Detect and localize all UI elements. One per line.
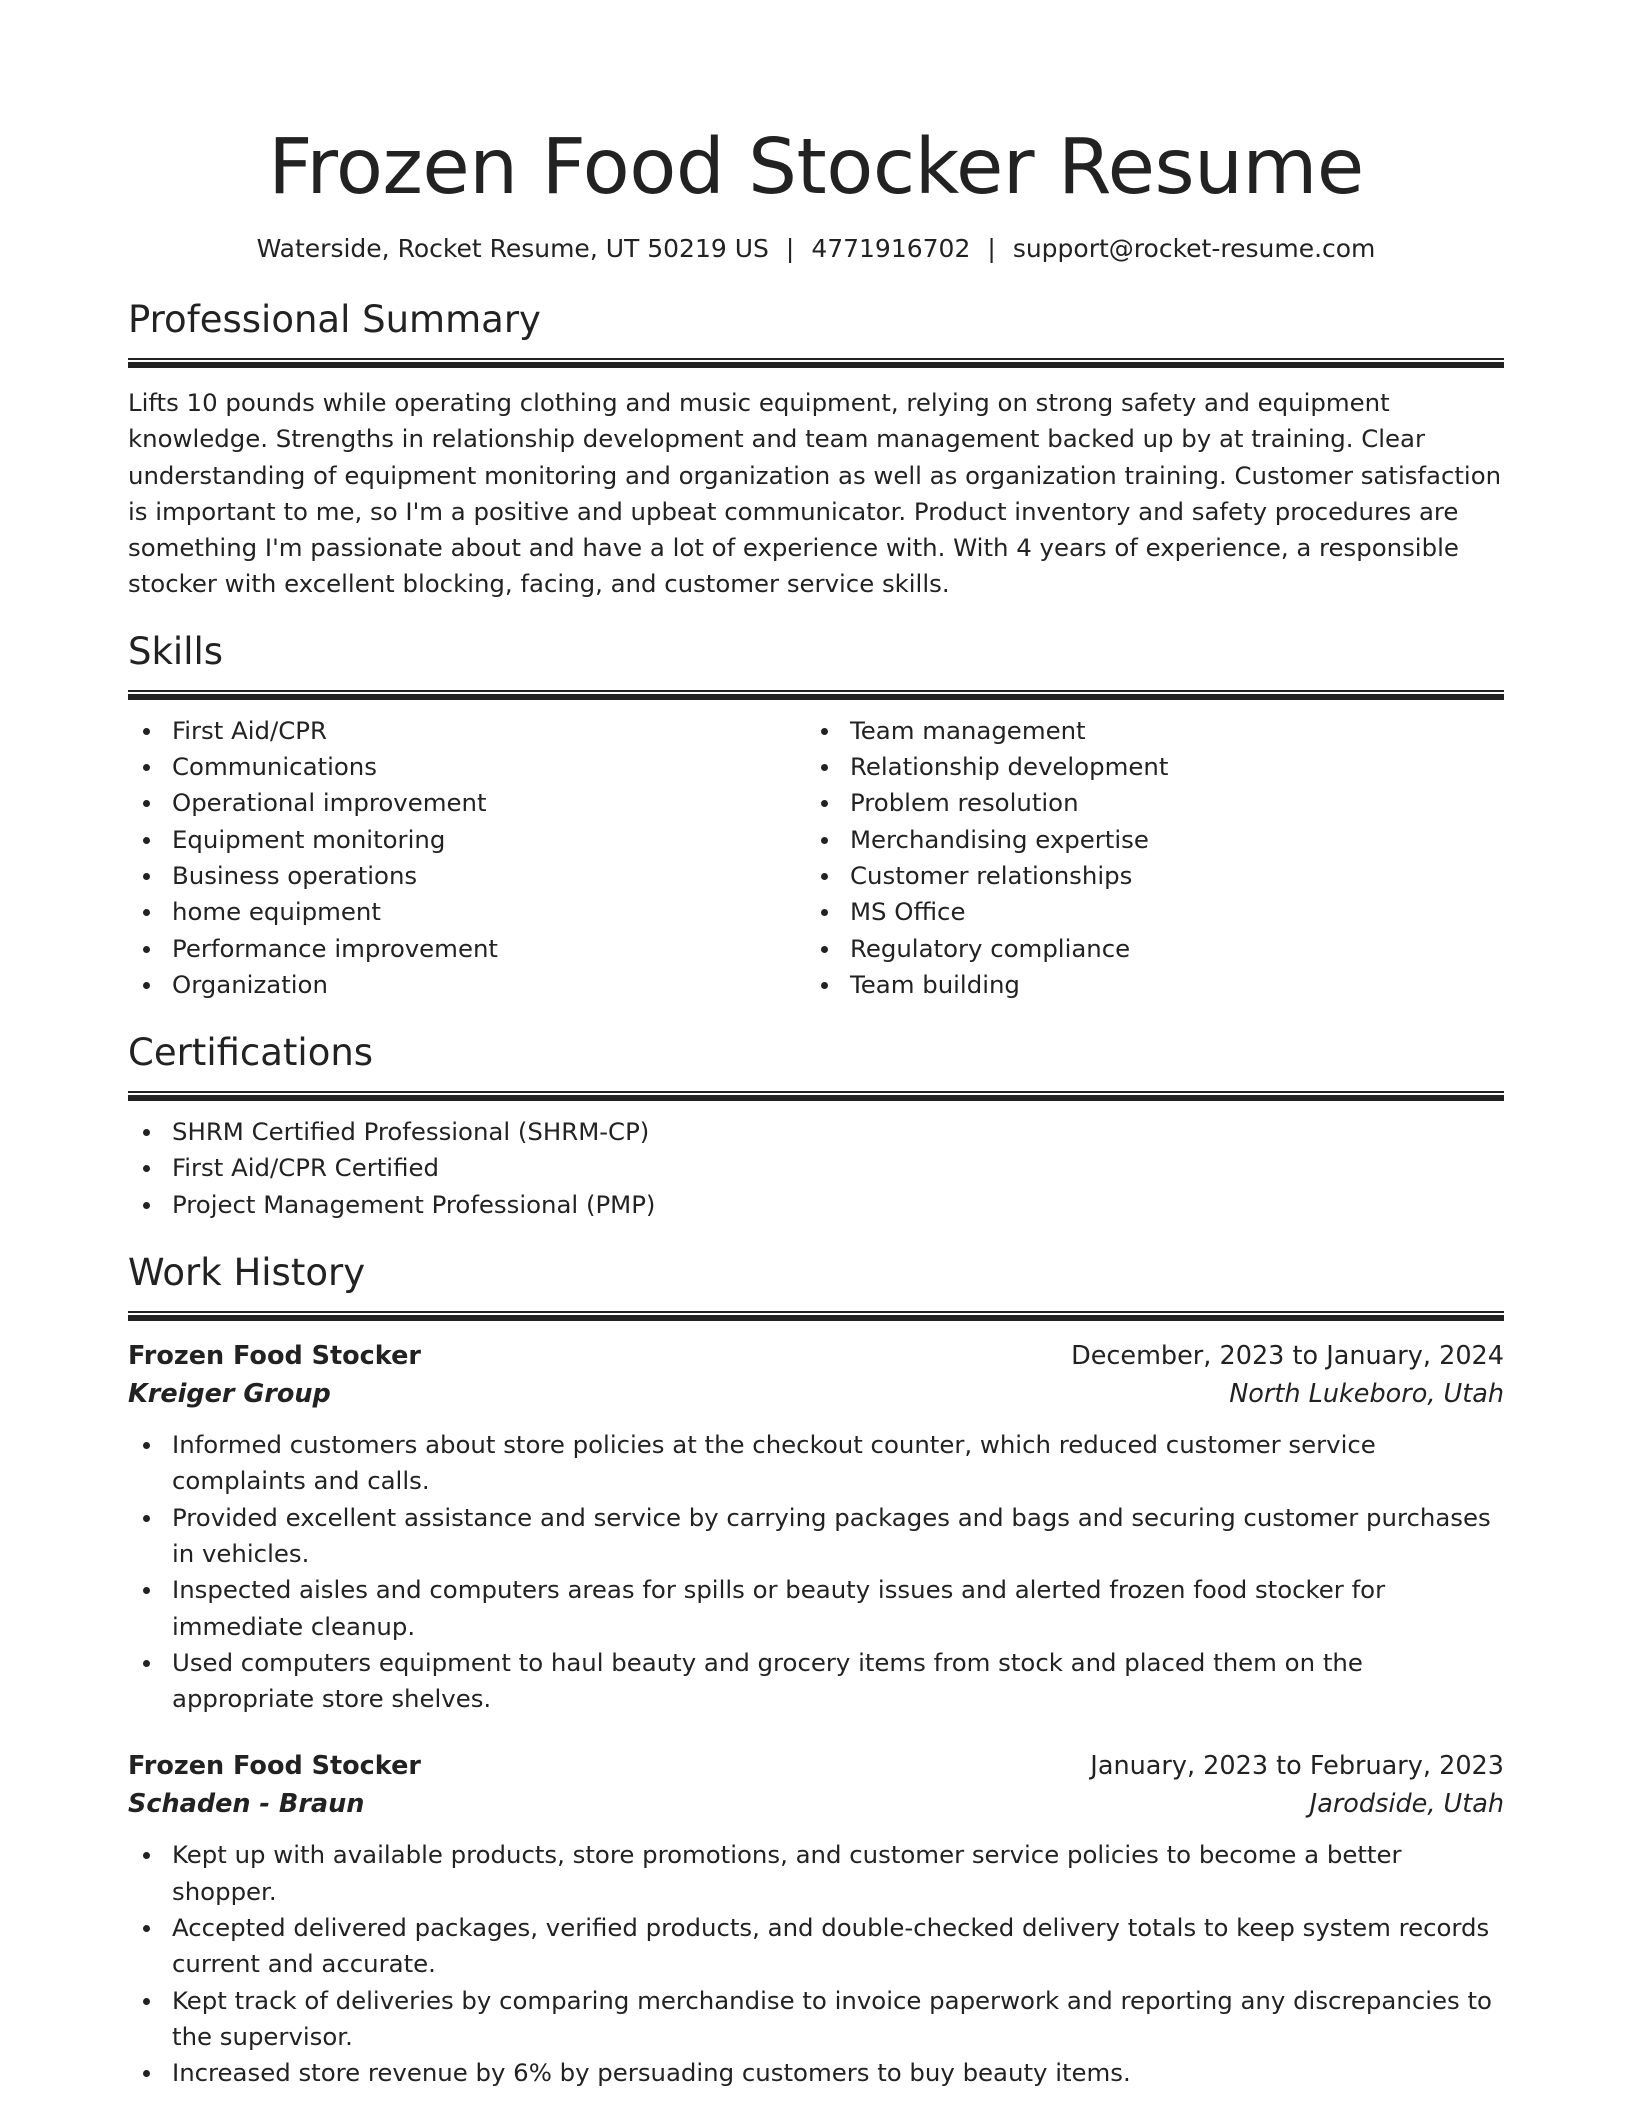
skill-item: Problem resolution	[806, 785, 1484, 821]
job-bullet: Increased store revenue by 6% by persuading customers to buy beauty items.	[128, 2055, 1504, 2091]
job-subheader	[128, 1785, 1504, 1823]
skill-item: Merchandising expertise	[806, 822, 1484, 858]
certification-item: Project Management Professional (PMP)	[128, 1187, 1504, 1223]
job-entry	[128, 1747, 1504, 2091]
job-header	[128, 1337, 1504, 1375]
summary-section	[128, 296, 1504, 603]
skills-list-left	[128, 713, 806, 1003]
work-history-heading: Work History	[128, 1251, 366, 1295]
skills-list-right	[806, 713, 1484, 1003]
skill-item: Operational improvement	[128, 785, 806, 821]
job-bullet: Inspected aisles and computers areas for spills or beauty issues and alerted frozen food stocker for immediate cleanup.	[128, 1572, 1504, 1645]
contact-separator: |	[987, 234, 996, 263]
job-company: Kreiger Group	[128, 1379, 331, 1410]
skill-item: Equipment monitoring	[128, 822, 806, 858]
contact-phone: 4771916702	[811, 234, 971, 263]
skills-section	[128, 628, 1504, 1003]
section-divider	[128, 358, 1504, 368]
summary-heading: Professional Summary	[128, 298, 541, 341]
job-header	[128, 1747, 1504, 1785]
contact-email: support@rocket-resume.com	[1012, 234, 1376, 263]
certification-item: SHRM Certified Professional (SHRM-CP)	[128, 1114, 1504, 1150]
contact-address: Waterside, Rocket Resume, UT 50219 US	[256, 234, 769, 263]
job-bullet: Kept track of deliveries by comparing merchandise to invoice paperwork and reporting any discrepancies to the supervisor.	[128, 1983, 1504, 2056]
job-bullets	[128, 1837, 1504, 2091]
summary-text: Lifts 10 pounds while operating clothing and music equipment, relying on strong safety and equipment knowledge. Strengths in relationship development and team management backed up by at training. Clear understanding of equipment monitoring and organization as well as organization training. Customer satisfaction is important to me, so I'm a positive and upbeat communicator. Product inventory and safety procedures are something I'm passionate about and have a lot of experience with. With 4 years of experience, a responsible stocker with excellent blocking, facing, and customer service skills.	[128, 388, 1502, 599]
job-dates: January, 2023 to February, 2023	[1090, 1751, 1504, 1782]
skill-item: Customer relationships	[806, 858, 1484, 894]
job-location: North Lukeboro, Utah	[1229, 1379, 1504, 1410]
skill-item: Organization	[128, 967, 806, 1003]
skills-heading: Skills	[128, 629, 224, 673]
contact-separator: |	[785, 234, 795, 263]
page-title: Frozen Food Stocker Resume	[268, 123, 1364, 212]
job-bullet: Provided excellent assistance and service by carrying packages and bags and securing customer purchases in vehicles.	[128, 1500, 1504, 1573]
section-divider	[128, 690, 1504, 700]
skill-item: MS Office	[806, 894, 1484, 930]
skill-item: Team management	[806, 713, 1484, 749]
job-title: Frozen Food Stocker	[128, 1751, 421, 1782]
skill-item: Relationship development	[806, 749, 1484, 785]
skill-item: Team building	[806, 967, 1484, 1003]
work-history-section	[128, 1249, 1504, 2091]
skill-item: Business operations	[128, 858, 806, 894]
job-bullet: Kept up with available products, store promotions, and customer service policies to become a better shopper.	[128, 1837, 1504, 1910]
contact-line	[128, 232, 1504, 266]
skill-item: First Aid/CPR	[128, 713, 806, 749]
skill-item: home equipment	[128, 894, 806, 930]
certifications-heading: Certifications	[128, 1031, 374, 1075]
job-subheader	[128, 1375, 1504, 1413]
job-title: Frozen Food Stocker	[128, 1341, 421, 1372]
certifications-section	[128, 1029, 1504, 1223]
section-divider	[128, 1311, 1504, 1321]
job-bullet: Accepted delivered packages, verified products, and double-checked delivery totals to keep system records current and accurate.	[128, 1910, 1504, 1983]
certification-item: First Aid/CPR Certified	[128, 1150, 1504, 1186]
resume-page	[128, 0, 1504, 2092]
job-company: Schaden - Braun	[128, 1789, 365, 1820]
skill-item: Performance improvement	[128, 931, 806, 967]
section-divider	[128, 1091, 1504, 1101]
job-bullets	[128, 1427, 1504, 1717]
job-entry	[128, 1337, 1504, 1717]
skill-item: Regulatory compliance	[806, 931, 1484, 967]
job-bullet: Used computers equipment to haul beauty and grocery items from stock and placed them on the appropriate store shelves.	[128, 1645, 1504, 1718]
job-bullet: Informed customers about store policies at the checkout counter, which reduced customer service complaints and calls.	[128, 1427, 1504, 1500]
job-location: Jarodside, Utah	[1309, 1789, 1504, 1820]
skill-item: Communications	[128, 749, 806, 785]
skills-grid	[128, 713, 1504, 1003]
certifications-list	[128, 1114, 1504, 1223]
job-dates: December, 2023 to January, 2024	[1071, 1341, 1504, 1372]
